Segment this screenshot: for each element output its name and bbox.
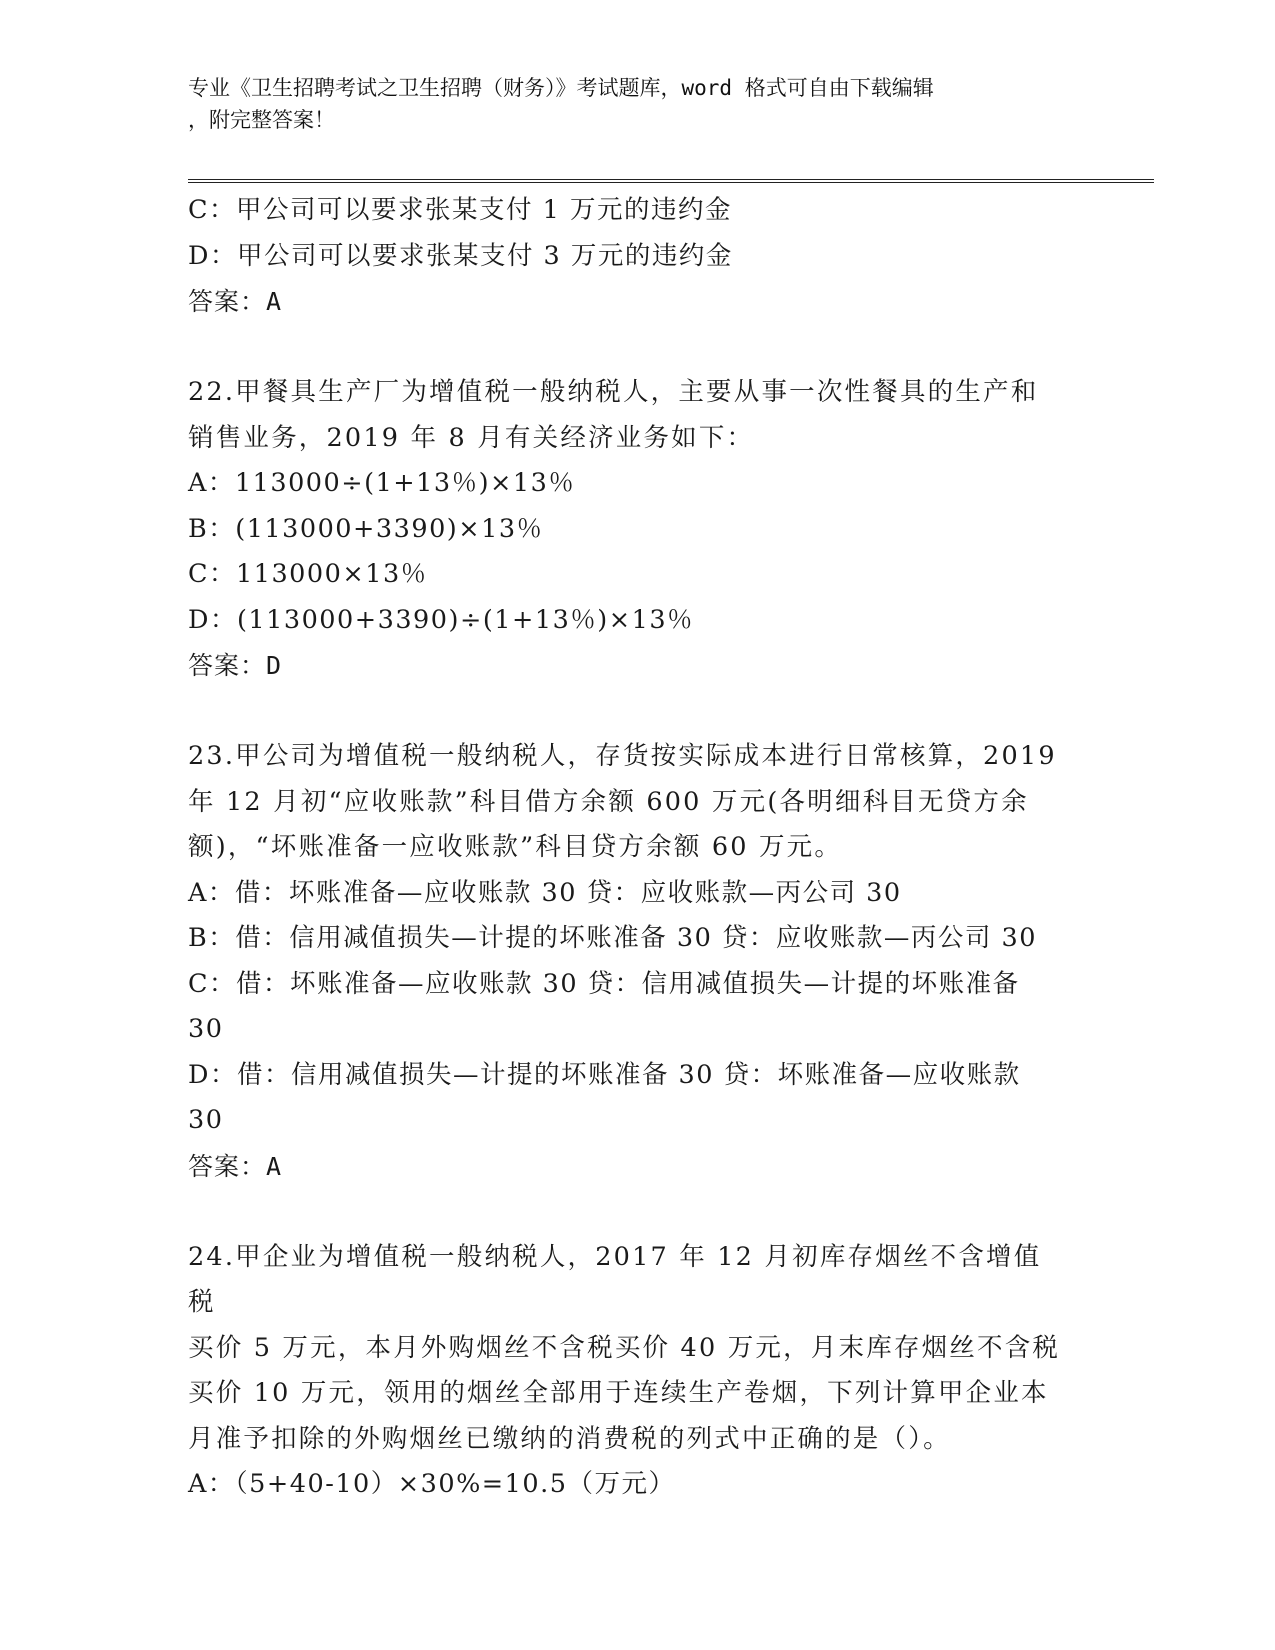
document-body bbox=[188, 188, 1068, 1508]
option-a: A：（5+40-10）×30%=10.5（万元） bbox=[188, 1469, 676, 1499]
option-b: B：借：信用减值损失—计提的坏账准备 30 贷：应收账款—丙公司 30 bbox=[188, 923, 1037, 953]
question-stem-line: 额)，“坏账准备一应收账款”科目贷方余额 60 万元。 bbox=[188, 832, 843, 862]
question-stem-line: 年 12 月初“应收账款”科目借方余额 600 万元(各明细科目无贷方余 bbox=[188, 786, 1029, 817]
option-d: D：甲公司可以要求张某支付 3 万元的违约金 bbox=[188, 240, 733, 271]
question-stem-line: 月准予扣除的外购烟丝已缴纳的消费税的列式中正确的是（）。 bbox=[188, 1423, 951, 1454]
option-b: B：(113000+3390)×13％ bbox=[188, 513, 544, 544]
question-stem-line: 买价 5 万元，本月外购烟丝不含税买价 40 万元，月末库存烟丝不含税 bbox=[188, 1332, 1061, 1363]
option-c: C：甲公司可以要求张某支付 1 万元的违约金 bbox=[188, 195, 732, 225]
question-stem-line: 销售业务，2019 年 8 月有关经济业务如下： bbox=[188, 422, 755, 453]
document-header bbox=[188, 72, 1088, 136]
question-stem-line: 买价 10 万元，领用的烟丝全部用于连续生产卷烟，下列计算甲企业本 bbox=[188, 1378, 1049, 1408]
question-stem-line: 22.甲餐具生产厂为增值税一般纳税人，主要从事一次性餐具的生产和 bbox=[188, 377, 1039, 407]
option-d: D：(113000+3390)÷(1+13％)×13％ bbox=[188, 604, 695, 635]
answer-line: 答案：D bbox=[188, 651, 283, 680]
answer-line: 答案：A bbox=[188, 287, 283, 316]
option-c: C：113000×13％ bbox=[188, 559, 428, 589]
option-d-continued: 30 bbox=[188, 1105, 224, 1135]
question-stem-line: 24.甲企业为增值税一般纳税人，2017 年 12 月初库存烟丝不含增值税 bbox=[188, 1241, 1042, 1317]
question-stem-line: 23.甲公司为增值税一般纳税人，存货按实际成本进行日常核算，2019 bbox=[188, 741, 1057, 771]
previous-question-tail bbox=[188, 188, 1068, 325]
option-c-continued: 30 bbox=[188, 1014, 224, 1044]
header-line-2: ，附完整答案！ bbox=[188, 108, 335, 132]
option-a: A：借：坏账准备—应收账款 30 贷：应收账款—丙公司 30 bbox=[188, 877, 902, 908]
option-a: A：113000÷(1+13％)×13％ bbox=[188, 468, 576, 498]
question-24 bbox=[188, 1235, 1068, 1508]
option-c: C：借：坏账准备—应收账款 30 贷：信用减值损失—计提的坏账准备 bbox=[188, 968, 1020, 999]
answer-line: 答案：A bbox=[188, 1151, 283, 1181]
question-22 bbox=[188, 370, 1068, 689]
header-divider bbox=[188, 179, 1154, 183]
question-23 bbox=[188, 734, 1068, 1189]
header-line-1: 专业《卫生招聘考试之卫生招聘（财务）》考试题库，word 格式可自由下载编辑 bbox=[188, 76, 934, 100]
option-d: D：借：信用减值损失—计提的坏账准备 30 贷：坏账准备—应收账款 bbox=[188, 1059, 1021, 1090]
